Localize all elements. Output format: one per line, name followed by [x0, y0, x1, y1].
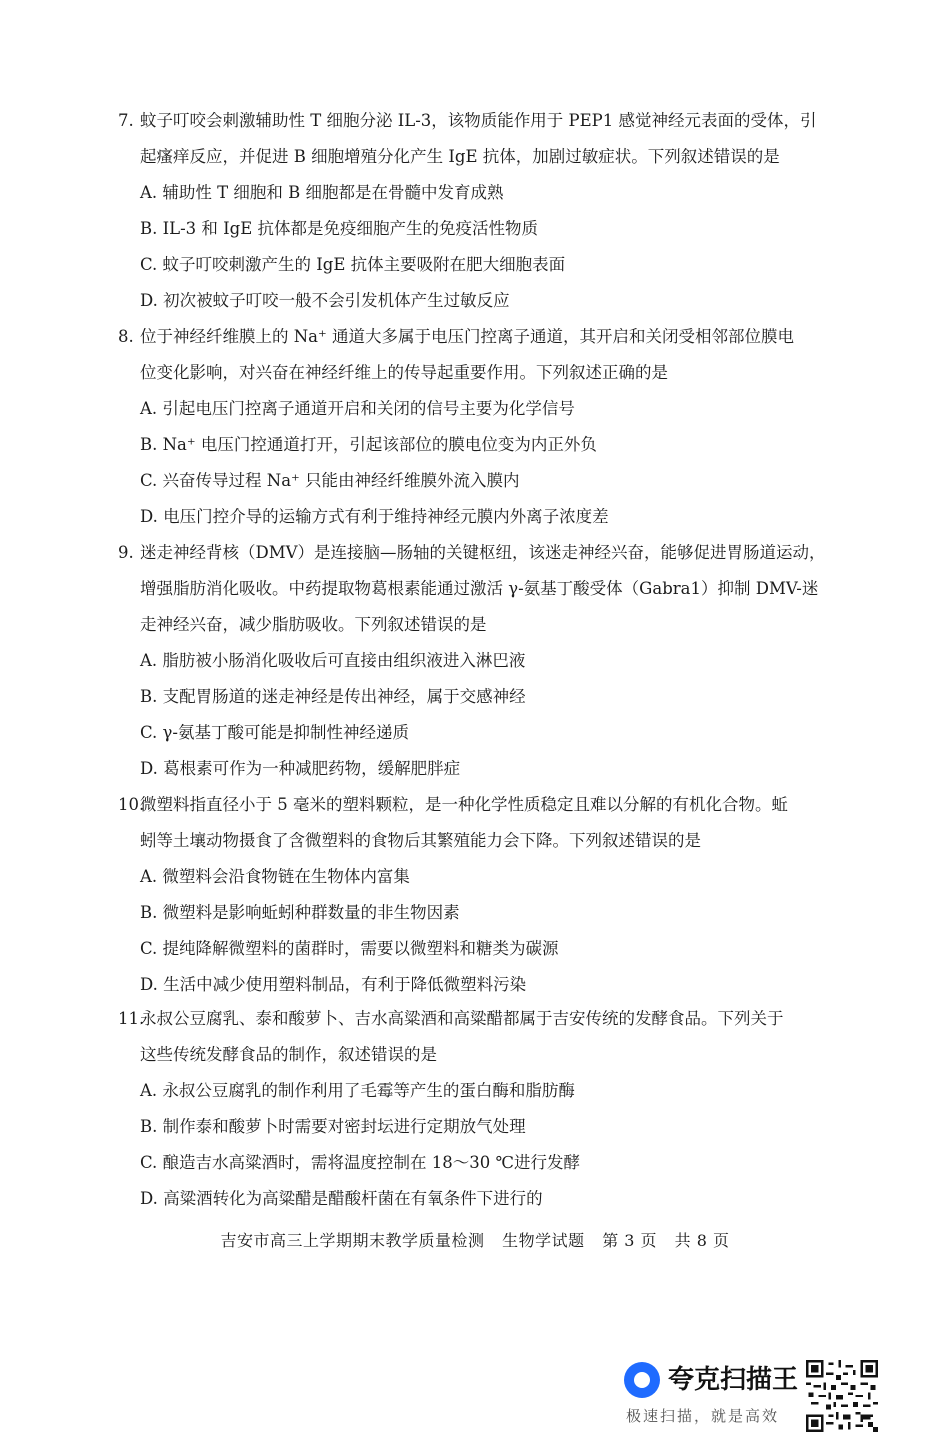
option-text: C. 酿造吉水高粱酒时，需将温度控制在 18～30 ℃进行发酵 — [140, 1153, 580, 1172]
watermark-app-name: 夸克扫描王 — [668, 1365, 799, 1395]
option-text: D. 初次被蚊子叮咬一般不会引发机体产生过敏反应 — [140, 291, 510, 310]
footer-subject: 生物学试题 — [502, 1231, 585, 1250]
question-stem-continued: 增强脂肪消化吸收。中药提取物葛根素能通过激活 γ-氨基丁酸受体（Gabra1）抑制 DMV-迷 — [140, 579, 819, 598]
option-text: A. 永叔公豆腐乳的制作利用了毛霉等产生的蛋白酶和脂肪酶 — [140, 1081, 575, 1100]
option-text: B. Na⁺ 电压门控通道打开，引起该部位的膜电位变为内正外负 — [140, 435, 597, 454]
question-stem-continued: 这些传统发酵食品的制作，叙述错误的是 — [140, 1045, 437, 1064]
option-text: A. 引起电压门控离子通道开启和关闭的信号主要为化学信号 — [140, 399, 575, 418]
option-text: B. IL-3 和 IgE 抗体都是免疫细胞产生的免疫活性物质 — [140, 219, 539, 238]
question-stem-continued: 走神经兴奋，减少脂肪吸收。下列叙述错误的是 — [140, 615, 487, 634]
question-stem: 永叔公豆腐乳、泰和酸萝卜、吉水高粱酒和高粱醋都属于吉安传统的发酵食品。下列关于 — [140, 1009, 784, 1028]
option-text: A. 辅助性 T 细胞和 B 细胞都是在骨髓中发育成熟 — [140, 183, 504, 202]
page-footer — [0, 1228, 950, 1251]
question-stem: 迷走神经背核（DMV）是连接脑—肠轴的关键枢纽，该迷走神经兴奋，能够促进胃肠道运动， — [140, 543, 826, 562]
question-stem: 位于神经纤维膜上的 Na⁺ 通道大多属于电压门控离子通道，其开启和关闭受相邻部位膜电 — [140, 327, 794, 346]
option-text: C. 提纯降解微塑料的菌群时，需要以微塑料和糖类为碳源 — [140, 939, 559, 958]
option-text: C. 蚊子叮咬刺激产生的 IgE 抗体主要吸附在肥大细胞表面 — [140, 255, 566, 274]
qr-code-icon — [806, 1360, 878, 1432]
question-number: 10. — [118, 795, 145, 814]
question-stem: 蚊子叮咬会刺激辅助性 T 细胞分泌 IL-3，该物质能作用于 PEP1 感觉神经元表面的受体，引 — [140, 111, 817, 130]
footer-exam-title: 吉安市高三上学期期末教学质量检测 — [220, 1231, 485, 1250]
scanner-watermark — [624, 1362, 824, 1432]
question-stem-continued: 蚓等土壤动物摄食了含微塑料的食物后其繁殖能力会下降。下列叙述错误的是 — [140, 831, 701, 850]
quark-logo-icon — [624, 1362, 660, 1398]
question-stem: 微塑料指直径小于 5 毫米的塑料颗粒，是一种化学性质稳定且难以分解的有机化合物。蚯 — [140, 795, 788, 814]
option-text: A. 脂肪被小肠消化吸收后可直接由组织液进入淋巴液 — [140, 651, 526, 670]
question-number: 9. — [118, 543, 134, 562]
watermark-slogan: 极速扫描，就是高效 — [626, 1407, 780, 1425]
question-number: 8. — [118, 327, 134, 346]
footer-page-total: 共 8 页 — [674, 1231, 730, 1250]
option-text: D. 高粱酒转化为高粱醋是醋酸杆菌在有氧条件下进行的 — [140, 1189, 543, 1208]
question-stem-continued: 位变化影响，对兴奋在神经纤维上的传导起重要作用。下列叙述正确的是 — [140, 363, 668, 382]
option-text: B. 制作泰和酸萝卜时需要对密封坛进行定期放气处理 — [140, 1117, 526, 1136]
option-text: D. 电压门控介导的运输方式有利于维持神经元膜内外离子浓度差 — [140, 507, 609, 526]
option-text: B. 微塑料是影响蚯蚓种群数量的非生物因素 — [140, 903, 460, 922]
option-text: D. 生活中减少使用塑料制品，有利于降低微塑料污染 — [140, 975, 527, 994]
option-text: C. 兴奋传导过程 Na⁺ 只能由神经纤维膜外流入膜内 — [140, 471, 520, 490]
option-text: D. 葛根素可作为一种减肥药物，缓解肥胖症 — [140, 759, 461, 778]
question-stem-continued: 起瘙痒反应，并促进 B 细胞增殖分化产生 IgE 抗体，加剧过敏症状。下列叙述错误的是 — [140, 147, 780, 166]
footer-page-number: 第 3 页 — [602, 1231, 658, 1250]
question-number: 11. — [118, 1009, 145, 1028]
option-text: B. 支配胃肠道的迷走神经是传出神经，属于交感神经 — [140, 687, 526, 706]
question-number: 7. — [118, 111, 134, 130]
option-text: C. γ-氨基丁酸可能是抑制性神经递质 — [140, 723, 409, 742]
option-text: A. 微塑料会沿食物链在生物体内富集 — [140, 867, 410, 886]
